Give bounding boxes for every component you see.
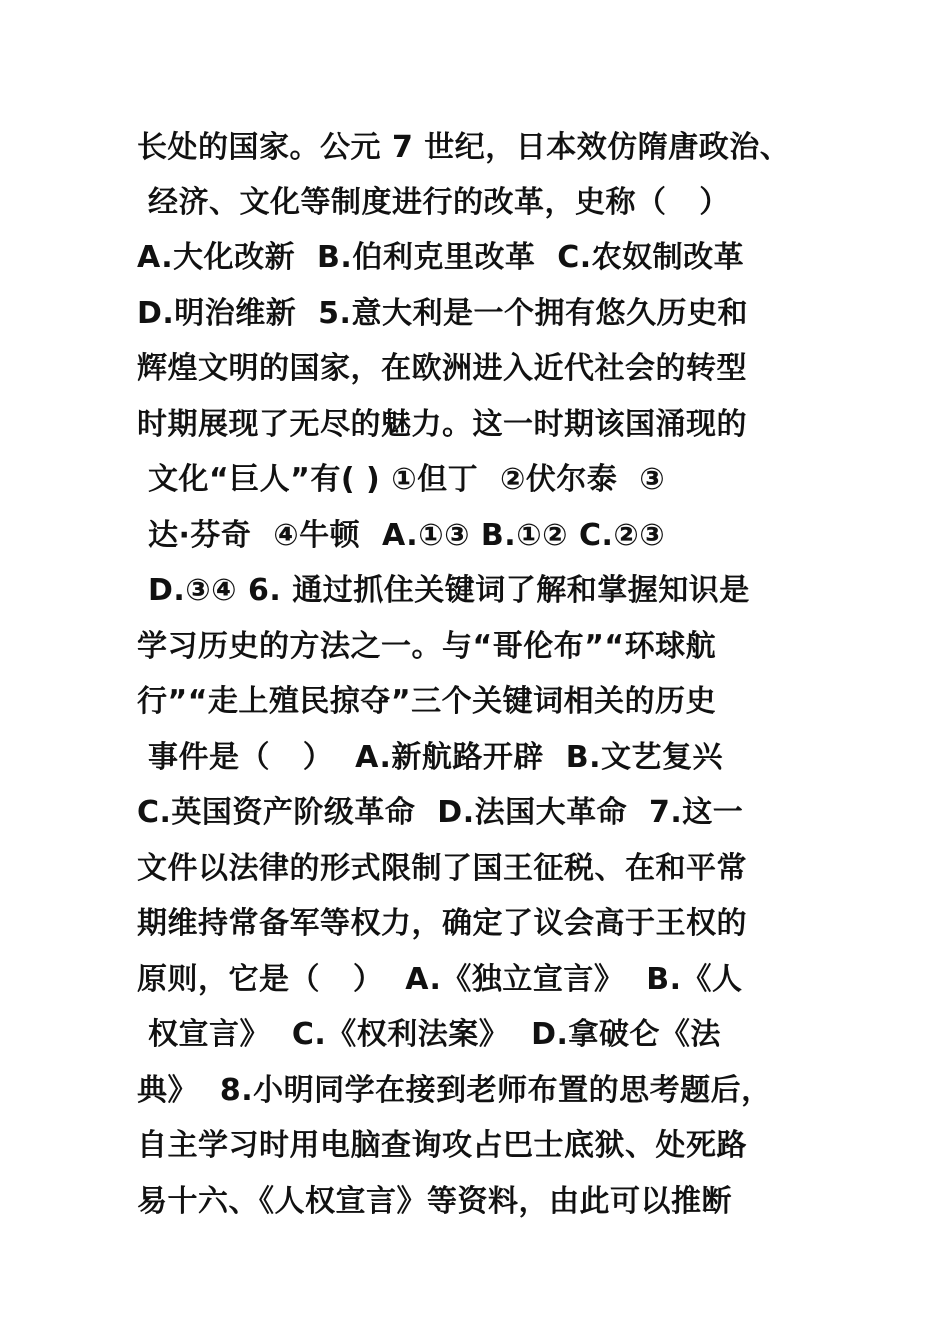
text-line: 达·芬奇 ④牛顿 A.①③ B.①② C.②③ — [137, 518, 666, 553]
text-line: 文化“巨人”有( ) ①但丁 ②伏尔泰 ③ — [137, 462, 666, 497]
text-line: 辉煌文明的国家，在欧洲进入近代社会的转型 — [137, 351, 747, 386]
text-line: 长处的国家。公元 7 世纪，日本效仿隋唐政治、 — [137, 130, 791, 165]
text-line: D.明治维新 5.意大利是一个拥有悠久历史和 — [137, 296, 748, 331]
text-line: 权宣言》 C.《权利法案》 D.拿破仑《法 — [137, 1017, 721, 1052]
text-line: A.大化改新 B.伯利克里改革 C.农奴制改革 — [137, 240, 745, 275]
text-line: 行”“走上殖民掠夺”三个关键词相关的历史 — [137, 684, 717, 719]
text-line: 典》 8.小明同学在接到老师布置的思考题后， — [137, 1073, 772, 1108]
text-line: C.英国资产阶级革命 D.法国大革命 7.这一 — [137, 795, 744, 830]
text-line: 时期展现了无尽的魅力。这一时期该国涌现的 — [137, 407, 747, 442]
text-line: 经济、文化等制度进行的改革，史称（ ） — [137, 185, 730, 220]
text-line: 文件以法律的形式限制了国王征税、在和平常 — [137, 851, 747, 886]
text-line: 事件是（ ） A.新航路开辟 B.文艺复兴 — [137, 740, 723, 775]
text-line: 易十六、《人权宣言》等资料，由此可以推断 — [137, 1184, 732, 1219]
text-line: 自主学习时用电脑查询攻占巴士底狱、处死路 — [137, 1128, 747, 1163]
text-line: 期维持常备军等权力，确定了议会高于王权的 — [137, 906, 747, 941]
text-line: D.③④ 6. 通过抓住关键词了解和掌握知识是 — [137, 573, 750, 608]
text-line: 原则，它是（ ） A.《独立宣言》 B.《人 — [137, 962, 743, 997]
text-line: 学习历史的方法之一。与“哥伦布”“环球航 — [137, 629, 717, 664]
